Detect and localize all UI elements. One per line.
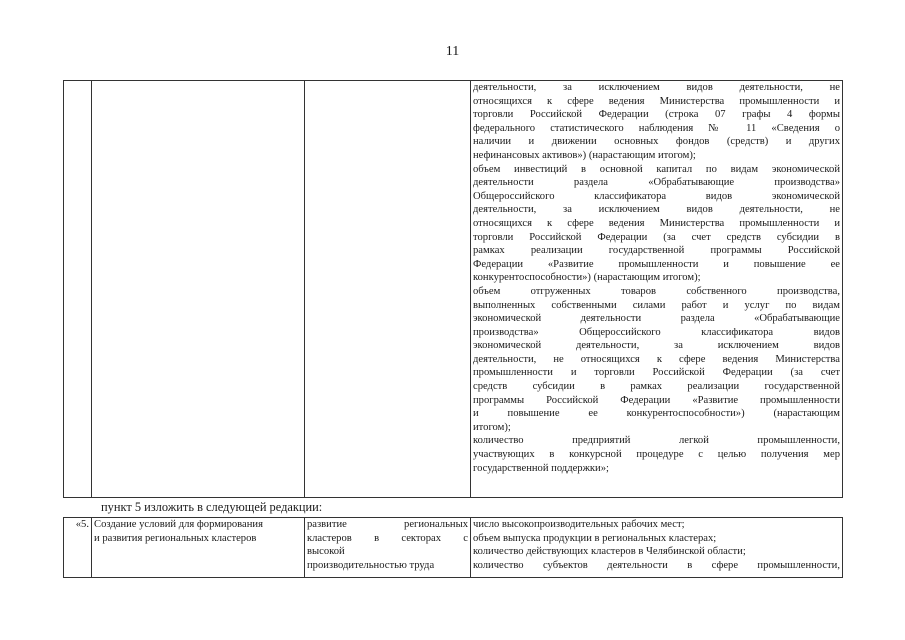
text-line: деятельности, за исключением видов деятельности, не: [473, 82, 840, 93]
task-cell: [92, 81, 305, 498]
text-line: деятельности, не относящихся к сфере ведения Министерства: [473, 353, 840, 365]
indicators-table-item5: [63, 517, 843, 578]
text-line: торговли Российской Федерации (строка 07 графы 4 формы: [473, 109, 840, 121]
direction-cell: [305, 518, 471, 578]
task-cell: [92, 518, 305, 578]
text-line: программы Российской Федерации «Развитие промышленности: [473, 394, 840, 406]
text-line: число высокопроизводительных рабочих мест;: [473, 519, 685, 530]
text-line: объем инвестиций в основной капитал по видам экономической: [473, 163, 840, 175]
text-line: объем отгруженных товаров собственного производства,: [473, 285, 840, 297]
text-line: относящихся к сфере ведения Министерства промышленности и: [473, 217, 840, 229]
text-line: и развития региональных кластеров: [94, 532, 257, 544]
task-text: [94, 518, 302, 545]
text-line: наличии и движении основных фондов (средств) и других: [473, 136, 840, 148]
text-line: объем выпуска продукции в региональных кластерах;: [473, 532, 717, 544]
text-line: промышленности и торговли Российской Федерации (за счет: [473, 367, 840, 379]
number-cell: [64, 81, 92, 498]
text-line: Федерации «Развитие промышленности и повышение ее: [473, 258, 840, 270]
text-line: относящихся к сфере ведения Министерства промышленности и: [473, 95, 840, 107]
page-number: 11: [445, 44, 460, 59]
item-number-text: «5.: [75, 519, 89, 530]
text-line: государственной поддержки»;: [473, 462, 609, 474]
text-line: количество субъектов деятельности в сфере промышленности,: [473, 559, 840, 571]
text-line: экономической деятельности раздела «Обрабатывающие: [473, 313, 840, 325]
text-line: средств субсидии в рамках реализации государственной: [473, 381, 840, 393]
text-line: количество действующих кластеров в Челябинской области;: [473, 546, 746, 558]
text-line: количество предприятий легкой промышленности,: [473, 435, 840, 447]
text-line: участвующих в конкурсной процедуре с целью получения мер: [473, 449, 840, 461]
text-line: рамках реализации государственной программы Российской: [473, 245, 840, 257]
text-line: Создание условий для формирования: [94, 519, 263, 530]
text-line: выполненных собственными силами работ и услуг по видам: [473, 299, 840, 311]
text-line: высокой: [307, 546, 345, 558]
indicators-text: [473, 518, 840, 572]
text-line: итогом);: [473, 421, 511, 433]
text-line: развитие региональных: [307, 519, 468, 530]
text-line: деятельности раздела «Обрабатывающие производства»: [473, 177, 840, 189]
indicators-text: [473, 81, 840, 475]
item-number: [64, 518, 92, 578]
indicators-table-continued: [63, 80, 843, 498]
text-line: производства» Общероссийского классификатора видов: [473, 326, 840, 338]
direction-text: [307, 518, 468, 572]
text-line: торговли Российской Федерации (за счет средств субсидии в: [473, 231, 840, 243]
text-line: экономической деятельности, за исключением видов: [473, 340, 840, 352]
direction-cell: [305, 81, 471, 498]
text-line: Общероссийского классификатора видов экономической: [473, 190, 840, 202]
text-line: нефинансовых активов») (нарастающим итогом);: [473, 149, 696, 161]
text-line: конкурентоспособности») (нарастающим итогом);: [473, 272, 701, 284]
amendment-instruction: пункт 5 изложить в следующей редакции:: [101, 500, 323, 514]
indicators-cell: [471, 81, 843, 498]
indicators-cell: [471, 518, 843, 578]
text-line: производительностью труда: [307, 559, 435, 571]
text-line: и повышение ее конкурентоспособности») (нарастающим: [473, 408, 840, 420]
text-line: деятельности, за исключением видов деятельности, не: [473, 204, 840, 216]
text-line: кластеров в секторах с: [307, 532, 468, 544]
text-line: федерального статистического наблюдения № 11 «Сведения о: [473, 122, 840, 134]
